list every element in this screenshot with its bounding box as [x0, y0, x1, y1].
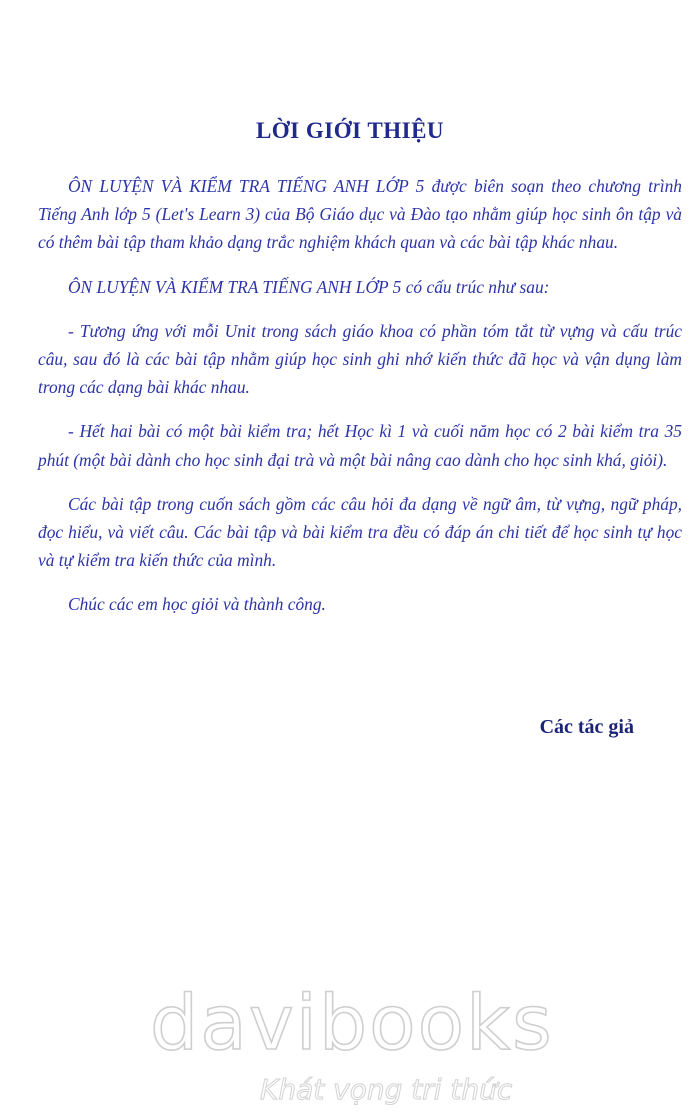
paragraph-exercises: Các bài tập trong cuốn sách gồm các câu hỏi đa dạng về ngữ âm, từ vựng, ngữ pháp, đọc hiểu, và viết câu. Các bài tập và bài kiểm tra đều có đáp án chi tiết để học sinh tự học và tự kiểm tra kiến thức của mình. [38, 493, 682, 571]
introduction-body [38, 172, 682, 635]
paragraph-tests: - Hết hai bài có một bài kiểm tra; hết Học kì 1 và cuối năm học có 2 bài kiểm tra 35 phút (một bài dành cho học sinh đại trà và một bài nâng cao dành cho học sinh khá, giỏi). [38, 421, 682, 470]
signature: Các tác giả [539, 716, 634, 738]
page-title: LỜI GIỚI THIỆU [255, 118, 445, 143]
watermark-brand: davibooks [150, 978, 554, 1067]
watermark [150, 978, 570, 1106]
paragraph-units: - Tương ứng với mỗi Unit trong sách giáo khoa có phần tóm tắt từ vựng và cấu trúc câu, sau đó là các bài tập nhằm giúp học sinh ghi nhớ kiến thức đã học và vận dụng làm trong các dạng bài khác nhau. [38, 320, 682, 398]
paragraph-structure: ÔN LUYỆN VÀ KIỂM TRA TIẾNG ANH LỚP 5 có cấu trúc như sau: [68, 276, 550, 297]
paragraph-wishes: Chúc các em học giỏi và thành công. [68, 594, 326, 615]
paragraph-intro: ÔN LUYỆN VÀ KIỂM TRA TIẾNG ANH LỚP 5 được biên soạn theo chương trình Tiếng Anh lớp 5 (Let's Learn 3) của Bộ Giáo dục và Đào tạo nhằm giúp học sinh ôn tập và có thêm bài tập tham khảo dạng trắc nghiệm khách quan và các bài tập khác nhau. [38, 176, 682, 253]
watermark-tagline: Khát vọng tri thức [260, 1073, 513, 1106]
